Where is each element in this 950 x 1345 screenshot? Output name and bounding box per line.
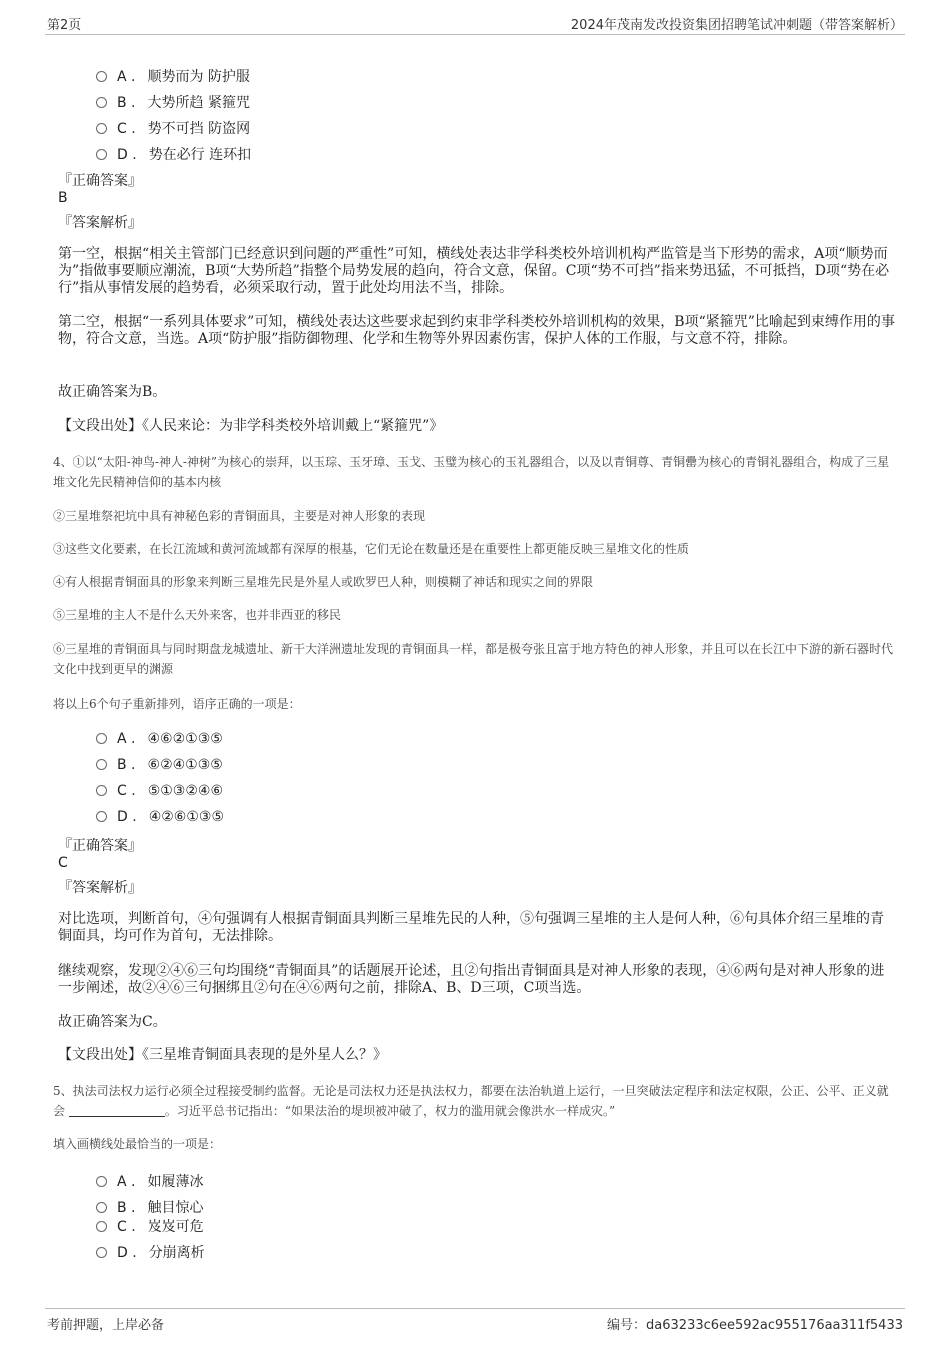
radio-icon[interactable] — [96, 759, 107, 770]
q4-sentence: ⑥三星堆的青铜面具与同时期盘龙城遗址、新干大洋洲遗址发现的青铜面具一样，都是极夸张且富于地方特色的神人形象，并且可以在长江中下游的新石器时代文化中找到更早的渊源 — [53, 642, 894, 676]
q4-sentence: ⑤三星堆的主人不是什么天外来客，也并非西亚的移民 — [53, 608, 342, 622]
radio-icon[interactable] — [96, 1221, 107, 1232]
radio-icon[interactable] — [96, 123, 107, 134]
q5-stem: 5、执法司法权力运行必须全过程接受制约监督。无论是司法权力还是执法权力，都要在法治轨道上运行，一旦突破法定程序和法定权限，公正、公平、正义就会 。习近平总书记指出：“如果法治的堤坝被冲破了，权力的滥用就会像洪水一样成灾。” — [53, 1084, 889, 1118]
q3-answer-label: 『正确答案』 — [58, 173, 142, 189]
q3-answer: B — [58, 190, 68, 206]
q5-option-a[interactable]: A . 如履薄冰 — [96, 1171, 203, 1191]
q4-conclusion: 故正确答案为C。 — [58, 1014, 167, 1030]
q3-option-b[interactable]: B . 大势所趋 紧箍咒 — [96, 92, 250, 112]
q4-source: 【文段出处】《三星堆青铜面具表现的是外星人么？》 — [58, 1047, 387, 1063]
q5-option-b[interactable]: B . 触目惊心 — [96, 1197, 204, 1217]
radio-icon[interactable] — [96, 71, 107, 82]
q3-analysis-paragraph: 第二空，根据“一系列具体要求”可知，横线处表达这些要求起到约束非学科类校外培训机构的效果，B项“紧箍咒”比喻起到束缚作用的事物，符合文意，当选。A项“防护服”指防御物理、化学和生物等外界因素伤害，保护人体的工作服，与文意不符，排除。 — [58, 314, 895, 347]
q3-analysis-label: 『答案解析』 — [58, 215, 142, 231]
q4-prompt: 将以上6个句子重新排列，语序正确的一项是： — [53, 697, 301, 711]
fill-blank — [69, 1104, 165, 1117]
q4-answer: C — [58, 855, 68, 871]
q4-option-c[interactable]: C . ⑤①③②④⑥ — [96, 783, 223, 799]
q3-option-a[interactable]: A . 顺势而为 防护服 — [96, 66, 250, 86]
radio-icon[interactable] — [96, 1247, 107, 1258]
radio-icon[interactable] — [96, 1202, 107, 1213]
q4-option-a[interactable]: A . ④⑥②①③⑤ — [96, 731, 223, 747]
q4-answer-label: 『正确答案』 — [58, 838, 142, 854]
q3-option-c[interactable]: C . 势不可挡 防盗网 — [96, 118, 250, 138]
radio-icon[interactable] — [96, 1176, 107, 1187]
radio-icon[interactable] — [96, 97, 107, 108]
q5-prompt: 填入画横线处最恰当的一项是： — [53, 1137, 222, 1151]
document-title: 2024年茂南发改投资集团招聘笔试冲刺题（带答案解析） — [570, 18, 903, 33]
q3-source: 【文段出处】《人民来论：为非学科类校外培训戴上“紧箍咒”》 — [58, 418, 444, 434]
page-header — [45, 12, 905, 35]
footer-slogan: 考前押题，上岸必备 — [47, 1318, 165, 1333]
q4-analysis-label: 『答案解析』 — [58, 880, 142, 896]
q5-option-c[interactable]: C . 岌岌可危 — [96, 1216, 204, 1236]
q4-analysis-paragraph: 对比选项，判断首句，④句强调有人根据青铜面具判断三星堆先民的人种，⑤句强调三星堆的主人是何人种，⑥句具体介绍三星堆的青铜面具，均可作为首句，无法排除。 — [58, 911, 884, 944]
q4-option-d[interactable]: D . ④②⑥①③⑤ — [96, 809, 224, 825]
q5-option-d[interactable]: D . 分崩离析 — [96, 1242, 205, 1262]
footer-code: 编号：da63233c6ee592ac955176aa311f5433 — [607, 1318, 903, 1333]
radio-icon[interactable] — [96, 149, 107, 160]
q4-sentence: ②三星堆祭祀坑中具有神秘色彩的青铜面具，主要是对神人形象的表现 — [53, 509, 426, 523]
page-footer — [45, 1308, 905, 1333]
q3-conclusion: 故正确答案为B。 — [58, 384, 167, 400]
radio-icon[interactable] — [96, 785, 107, 796]
radio-icon[interactable] — [96, 733, 107, 744]
q4-sentence: 4、①以“太阳-神鸟-神人-神树”为核心的崇拜，以玉琮、玉牙璋、玉戈、玉璧为核心的玉礼器组合，以及以青铜尊、青铜罍为核心的青铜礼器组合，构成了三星堆文化先民精神信仰的基本内核 — [53, 455, 890, 489]
q4-option-b[interactable]: B . ⑥②④①③⑤ — [96, 757, 223, 773]
page-number: 第2页 — [47, 18, 82, 33]
q4-sentence: ④有人根据青铜面具的形象来判断三星堆先民是外星人或欧罗巴人种，则模糊了神话和现实之间的界限 — [53, 575, 594, 589]
q4-sentence: ③这些文化要素，在长江流域和黄河流域都有深厚的根基，它们无论在数量还是在重要性上都更能反映三星堆文化的性质 — [53, 542, 690, 556]
q3-analysis-paragraph: 第一空，根据“相关主管部门已经意识到问题的严重性”可知，横线处表达非学科类校外培训机构严监管是当下形势的需求，A项“顺势而为”指做事要顺应潮流，B项“大势所趋”指整个局势发展的趋向，符合文意，保留。C项“势不可挡”指来势迅猛，不可抵挡，D项“势在必行”指从事情发展的趋势看，必须采取行动，置于此处均用法不当，排除。 — [58, 246, 890, 296]
q4-analysis-paragraph: 继续观察，发现②④⑥三句均围绕“青铜面具”的话题展开论述，且②句指出青铜面具是对神人形象的表现，④⑥两句是对神人形象的进一步阐述，故②④⑥三句捆绑且②句在④⑥两句之前，排除A、B、D三项，C项当选。 — [58, 963, 885, 996]
radio-icon[interactable] — [96, 811, 107, 822]
q3-option-d[interactable]: D . 势在必行 连环扣 — [96, 144, 251, 164]
